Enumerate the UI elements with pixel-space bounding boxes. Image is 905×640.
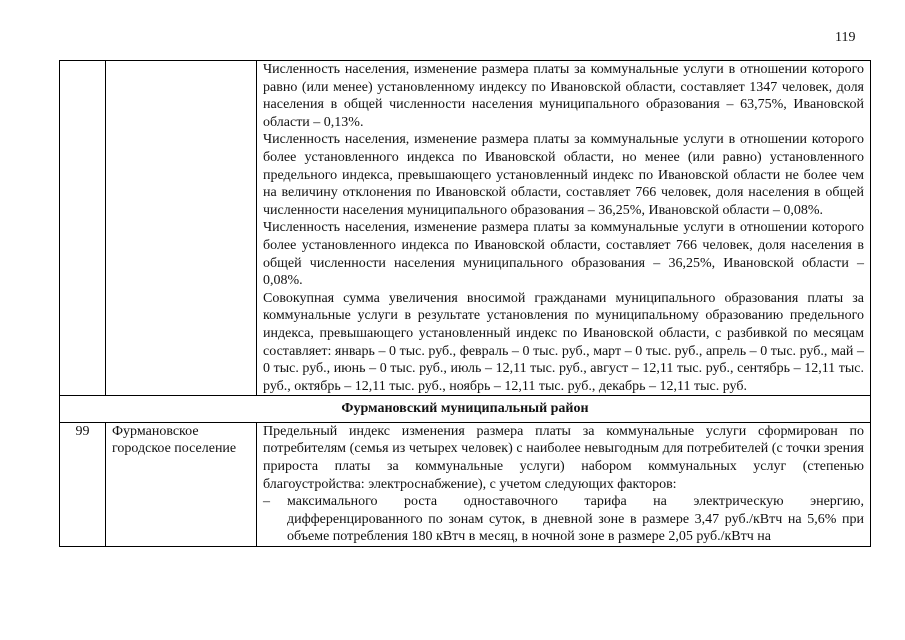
district-heading: Фурмановский муниципальный район [60, 396, 871, 423]
tariff-factor-text: максимального роста одноставочного тарифа на электрическую энергию, дифференцированного по зонам суток, в дневной зоне в размере 3,47 руб./кВтч на 5,6% при объеме потребления 180 кВтч в месяц, в ночной зоне в размере 2,05 руб./кВтч на [287, 494, 864, 545]
section-header-row [60, 396, 871, 423]
dash-bullet: – [263, 494, 270, 510]
municipality-name-cell: Фурмановское городское поселение [106, 422, 257, 546]
row-number-cell-empty [60, 61, 106, 396]
description-cell [257, 61, 871, 396]
row-number-cell: 99 [60, 422, 106, 546]
municipality-name-cell-empty [106, 61, 257, 396]
tariff-factor-list-item [263, 493, 864, 546]
table-row-99 [60, 422, 871, 546]
population-above-index-paragraph: Численность населения, изменение размера платы за коммунальные услуги в отношении которого более установленного индекса по Ивановской области, составляет 766 человек, доля населения в общей численности населения муниципального образования – 36,25%, Ивановской области – 0,08%. [263, 220, 864, 289]
description-cell-99 [257, 422, 871, 546]
monthly-payment-increase-paragraph: Совокупная сумма увеличения вносимой гражданами муниципального образования платы за коммунальные услуги в результате установления по муниципальному образованию предельного индекса, превышающего установленный индекс по Ивановской области, с разбивкой по месяцам составляет: январь – 0 тыс. руб., февраль – 0 тыс. руб., март – 0 тыс. руб., апрель – 0 тыс. руб., май – 0 тыс. руб., июнь – 0 тыс. руб., июль – 12,11 тыс. руб., август – 12,11 тыс. руб., сентябрь – 12,11 тыс. руб., октябрь – 12,11 тыс. руб., ноябрь – 12,11 тыс. руб., декабрь – 12,11 тыс. руб. [263, 290, 864, 394]
table-row-continuation [60, 61, 871, 396]
municipal-index-table [59, 60, 871, 547]
population-equal-index-paragraph: Численность населения, изменение размера платы за коммунальные услуги в отношении которого равно (или менее) установленному индексу по Ивановской области, составляет 1347 человек, доля населения в общей численности населения муниципального образования – 63,75%, Ивановской области – 0,13%. [263, 62, 864, 130]
population-above-index-below-limit-paragraph: Численность населения, изменение размера платы за коммунальные услуги в отношении которого более установленного индекса по Ивановской области, но менее (или равно) установленного предельного индекса, превышающего установленный индекс по Ивановской области не более чем на величину отклонения по Ивановской области, составляет 766 человек, доля населения в общей численности населения муниципального образования – 36,25%, Ивановской области – 0,08%. [263, 132, 864, 218]
index-formation-paragraph: Предельный индекс изменения размера платы за коммунальные услуги сформирован по потребителям (семья из четырех человек) с наиболее невыгодным для потребителей (с точки зрения прироста платы за коммунальные услуги) набором коммунальных услуг (степенью благоустройства: электроснабжение), с учетом следующих факторов: [263, 423, 864, 492]
page-number: 119 [835, 30, 856, 45]
